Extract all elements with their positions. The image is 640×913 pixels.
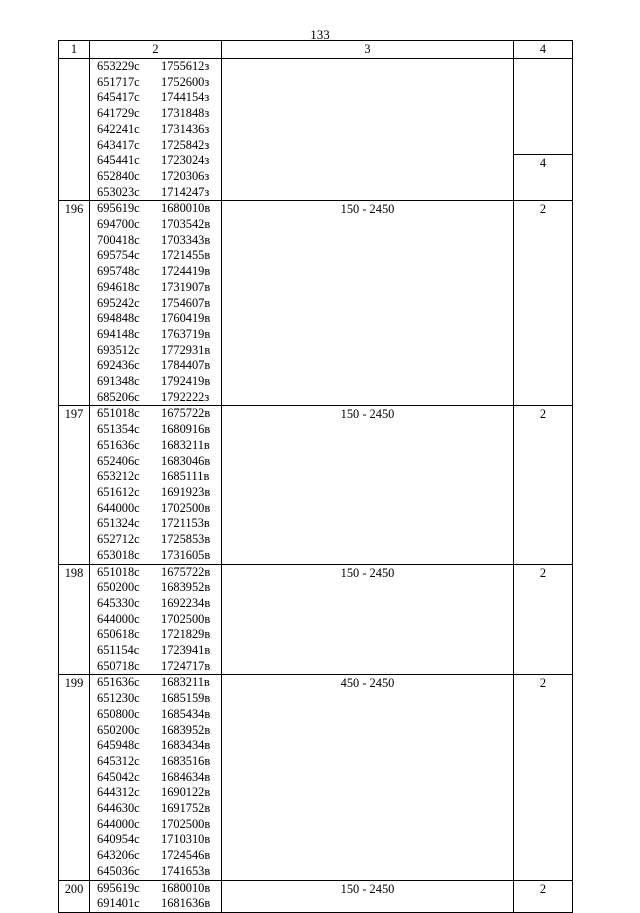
depth-range-cell: [222, 675, 514, 880]
longitude-value: 1702500в: [161, 611, 211, 626]
row-number-cell: [59, 675, 90, 880]
coordinate-pair: [97, 896, 221, 912]
latitude-value: 643417с: [97, 137, 140, 152]
row-number: 196: [64, 202, 84, 217]
coordinate-pair: [97, 754, 221, 770]
coordinate-pair: [97, 516, 221, 532]
longitude-value: 1683952в: [161, 580, 211, 595]
row-number: 197: [64, 407, 84, 422]
coordinate-pair: [97, 169, 221, 185]
coordinate-pair: [97, 548, 221, 564]
latitude-value: 653018с: [97, 547, 140, 562]
latitude-value: 651154с: [97, 643, 140, 658]
longitude-value: 1760419в: [161, 311, 211, 326]
longitude-value: 1690122в: [161, 785, 211, 800]
coordinate-pair: [97, 485, 221, 501]
col4-cell: [514, 675, 573, 880]
col4-value: 2: [539, 565, 547, 580]
coordinate-pair: [97, 612, 221, 628]
longitude-value: 1754607в: [161, 295, 211, 310]
coordinate-pair: [97, 438, 221, 454]
depth-range-cell: [222, 201, 514, 406]
latitude-value: 645441с: [97, 153, 140, 168]
longitude-value: 1721455в: [161, 248, 211, 263]
coordinate-pair: [97, 469, 221, 485]
page-number: 133: [310, 27, 330, 42]
coordinates-cell: [90, 201, 222, 406]
coordinates-cell: [90, 880, 222, 912]
col4-cell: [514, 201, 573, 406]
coordinates-cell: [90, 675, 222, 880]
coordinate-pair: [97, 691, 221, 707]
coordinate-pair: [97, 217, 221, 233]
longitude-value: 1683046в: [161, 453, 211, 468]
latitude-value: 694848с: [97, 311, 140, 326]
coordinate-pair: [97, 454, 221, 470]
header-col-4: 4: [514, 41, 573, 59]
latitude-value: 651324с: [97, 516, 140, 531]
latitude-value: 651612с: [97, 484, 140, 499]
col4-value: 2: [539, 676, 547, 691]
longitude-value: 1683434в: [161, 738, 211, 753]
longitude-value: 1683516в: [161, 753, 211, 768]
latitude-value: 694148с: [97, 326, 140, 341]
longitude-value: 1744154з: [161, 90, 210, 105]
latitude-value: 700418с: [97, 232, 140, 247]
coordinates-cell: [90, 564, 222, 675]
longitude-value: 1755612з: [161, 59, 210, 73]
longitude-value: 1724419в: [161, 264, 211, 279]
row-number-cell: [59, 564, 90, 675]
latitude-value: 644000с: [97, 816, 140, 831]
longitude-value: 1724717в: [161, 658, 211, 673]
longitude-value: 1741653в: [161, 863, 211, 878]
depth-range: 150 - 2450: [340, 202, 395, 217]
longitude-value: 1731848з: [161, 106, 210, 121]
table-row: [59, 406, 573, 564]
latitude-value: 640954с: [97, 832, 140, 847]
col4-lower-value: 4: [514, 154, 572, 203]
latitude-value: 645948с: [97, 738, 140, 753]
coordinate-pair: [97, 817, 221, 833]
longitude-value: 1685159в: [161, 691, 211, 706]
latitude-value: 695619с: [97, 880, 140, 895]
depth-range-cell: [222, 564, 514, 675]
header-row: [59, 41, 573, 59]
latitude-value: 644312с: [97, 785, 140, 800]
latitude-value: 651636с: [97, 437, 140, 452]
row-number: 198: [64, 565, 84, 580]
longitude-value: 1685434в: [161, 706, 211, 721]
latitude-value: 691401с: [97, 896, 140, 911]
depth-range-cell: [222, 880, 514, 912]
coordinate-pair: [97, 374, 221, 390]
longitude-value: 1731907в: [161, 279, 211, 294]
latitude-value: 652712с: [97, 532, 140, 547]
coordinates-cell: [90, 59, 222, 201]
longitude-value: 1681636в: [161, 896, 211, 911]
coordinate-pair: [97, 801, 221, 817]
depth-range-cell: [222, 406, 514, 564]
latitude-value: 653212с: [97, 469, 140, 484]
latitude-value: 650800с: [97, 706, 140, 721]
longitude-value: 1720306з: [161, 168, 210, 183]
longitude-value: 1675722в: [161, 564, 211, 579]
coordinate-pair: [97, 185, 221, 201]
longitude-value: 1721153в: [161, 516, 210, 531]
latitude-value: 694700с: [97, 217, 140, 232]
latitude-value: 695748с: [97, 264, 140, 279]
longitude-value: 1691923в: [161, 484, 211, 499]
coordinate-pair: [97, 406, 221, 422]
latitude-value: 695754с: [97, 248, 140, 263]
coordinate-pair: [97, 233, 221, 249]
latitude-value: 641729с: [97, 106, 140, 121]
latitude-value: 642241с: [97, 121, 140, 136]
longitude-value: 1703542в: [161, 217, 211, 232]
longitude-value: 1731605в: [161, 547, 211, 562]
longitude-value: 1710310в: [161, 832, 211, 847]
longitude-value: 1683211в: [161, 437, 210, 452]
coordinate-pair: [97, 280, 221, 296]
table-row: [59, 564, 573, 675]
coordinate-pair: [97, 106, 221, 122]
longitude-value: 1702500в: [161, 500, 211, 515]
latitude-value: 685206с: [97, 389, 140, 404]
coordinate-pair: [97, 848, 221, 864]
col4-cell: [514, 880, 573, 912]
longitude-value: 1792222з: [161, 389, 210, 404]
latitude-value: 651230с: [97, 691, 140, 706]
coordinate-pair: [97, 248, 221, 264]
coordinate-pair: [97, 580, 221, 596]
longitude-value: 1763719в: [161, 326, 211, 341]
longitude-value: 1724546в: [161, 848, 211, 863]
coordinate-pair: [97, 296, 221, 312]
coordinate-pair: [97, 501, 221, 517]
coordinate-pair: [97, 675, 221, 691]
longitude-value: 1684634в: [161, 769, 211, 784]
coordinate-pair: [97, 343, 221, 359]
row-number-cell: [59, 880, 90, 912]
longitude-value: 1752600з: [161, 74, 210, 89]
longitude-value: 1731436з: [161, 121, 210, 136]
longitude-value: 1714247з: [161, 184, 210, 199]
latitude-value: 651018с: [97, 406, 140, 421]
longitude-value: 1680916в: [161, 422, 211, 437]
longitude-value: 1691752в: [161, 801, 211, 816]
header-col-1: 1: [59, 41, 90, 59]
row-number-cell: [59, 201, 90, 406]
coordinate-pair: [97, 153, 221, 169]
latitude-value: 645042с: [97, 769, 140, 784]
latitude-value: 650200с: [97, 722, 140, 737]
latitude-value: 695242с: [97, 295, 140, 310]
row-number: 200: [64, 881, 84, 896]
latitude-value: 650200с: [97, 580, 140, 595]
latitude-value: 652406с: [97, 453, 140, 468]
coordinate-pair: [97, 264, 221, 280]
coordinate-pair: [97, 201, 221, 217]
coordinate-pair: [97, 311, 221, 327]
longitude-value: 1680010в: [161, 880, 211, 895]
longitude-value: 1772931в: [161, 342, 211, 357]
latitude-value: 644630с: [97, 801, 140, 816]
coordinates-cell: [90, 406, 222, 564]
latitude-value: 653023с: [97, 184, 140, 199]
coordinate-pair: [97, 707, 221, 723]
latitude-value: 692436с: [97, 358, 140, 373]
col4-cell: [514, 564, 573, 675]
table-row: [59, 201, 573, 406]
latitude-value: 695619с: [97, 201, 140, 216]
coordinate-pair: [97, 832, 221, 848]
longitude-value: 1723941в: [161, 643, 211, 658]
col4-value: 2: [539, 202, 547, 217]
coordinate-pair: [97, 90, 221, 106]
latitude-value: 650718с: [97, 658, 140, 673]
latitude-value: 645036с: [97, 863, 140, 878]
header-col-2: 2: [90, 41, 222, 59]
coordinate-pair: [97, 738, 221, 754]
latitude-value: 645330с: [97, 595, 140, 610]
coordinate-pair: [97, 59, 221, 75]
coordinate-pair: [97, 881, 221, 897]
longitude-value: 1685111в: [161, 469, 210, 484]
coordinate-pair: [97, 390, 221, 406]
longitude-value: 1675722в: [161, 406, 211, 421]
coordinate-pair: [97, 770, 221, 786]
longitude-value: 1683211в: [161, 675, 210, 690]
longitude-value: 1725842з: [161, 137, 210, 152]
depth-range: 150 - 2450: [340, 565, 395, 580]
coordinate-pair: [97, 723, 221, 739]
latitude-value: 653229с: [97, 59, 140, 73]
latitude-value: 644000с: [97, 611, 140, 626]
longitude-value: 1703343в: [161, 232, 211, 247]
coordinate-pair: [97, 643, 221, 659]
depth-range: 150 - 2450: [340, 881, 395, 896]
table-row: [59, 880, 573, 912]
longitude-value: 1784407в: [161, 358, 211, 373]
coordinate-pair: [97, 864, 221, 880]
coordinate-pair: [97, 659, 221, 675]
latitude-value: 691348с: [97, 374, 140, 389]
header-col-3: 3: [222, 41, 514, 59]
row-number-cell: [59, 59, 90, 201]
latitude-value: 651636с: [97, 675, 140, 690]
longitude-value: 1680010в: [161, 201, 211, 216]
longitude-value: 1702500в: [161, 816, 211, 831]
coordinates-table: [58, 40, 573, 913]
coordinate-pair: [97, 565, 221, 581]
longitude-value: 1721829в: [161, 627, 211, 642]
latitude-value: 651717с: [97, 74, 140, 89]
coordinate-pair: [97, 627, 221, 643]
coordinate-pair: [97, 358, 221, 374]
latitude-value: 652840с: [97, 168, 140, 183]
coordinate-pair: [97, 138, 221, 154]
coordinate-pair: [97, 75, 221, 91]
row-number-cell: [59, 406, 90, 564]
coordinate-pair: [97, 596, 221, 612]
longitude-value: 1692234в: [161, 595, 211, 610]
coordinate-pair: [97, 422, 221, 438]
latitude-value: 651018с: [97, 564, 140, 579]
latitude-value: 650618с: [97, 627, 140, 642]
latitude-value: 694618с: [97, 279, 140, 294]
longitude-value: 1683952в: [161, 722, 211, 737]
latitude-value: 645417с: [97, 90, 140, 105]
latitude-value: 651354с: [97, 422, 140, 437]
longitude-value: 1723024з: [161, 153, 210, 168]
continuation-row: [59, 59, 573, 201]
longitude-value: 1725853в: [161, 532, 211, 547]
depth-range-cell: [222, 59, 514, 201]
col4-cell: [514, 59, 573, 201]
coordinate-pair: [97, 532, 221, 548]
coordinate-pair: [97, 122, 221, 138]
latitude-value: 693512с: [97, 342, 140, 357]
coordinate-pair: [97, 327, 221, 343]
depth-range: 150 - 2450: [340, 407, 395, 422]
col4-cell: [514, 406, 573, 564]
latitude-value: 643206с: [97, 848, 140, 863]
latitude-value: 645312с: [97, 753, 140, 768]
depth-range: 450 - 2450: [340, 676, 395, 691]
row-number: 199: [64, 676, 84, 691]
longitude-value: 1792419в: [161, 374, 211, 389]
table-row: [59, 675, 573, 880]
latitude-value: 644000с: [97, 500, 140, 515]
col4-value: 2: [539, 407, 547, 422]
col4-value: 2: [539, 881, 547, 896]
coordinate-pair: [97, 785, 221, 801]
